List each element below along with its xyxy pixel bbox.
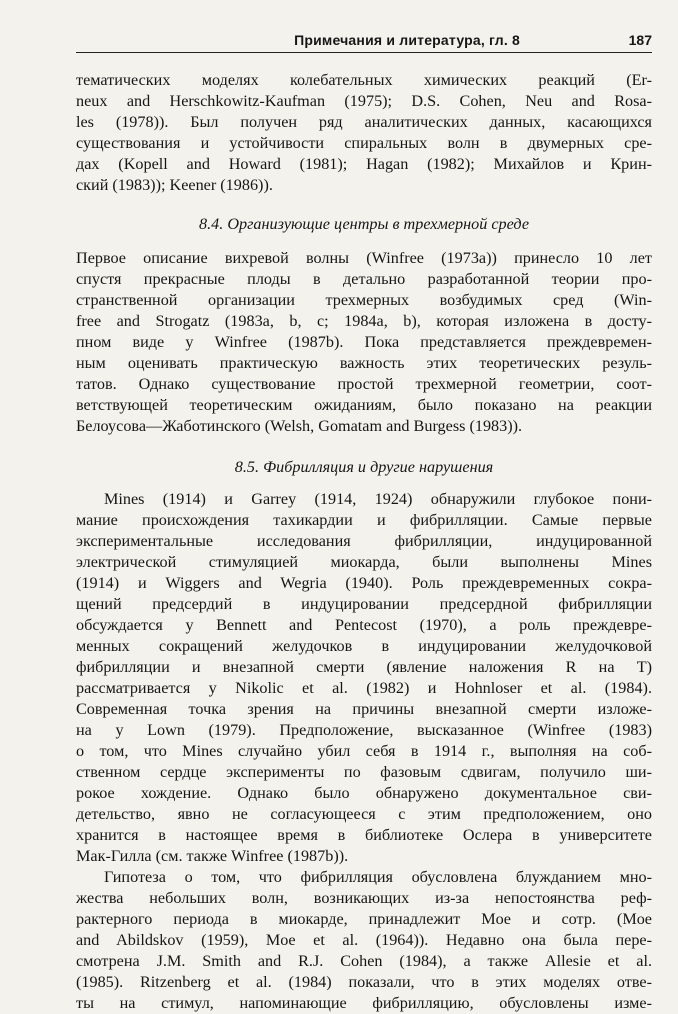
text-line: Гипотеза о том, что фибрилляция обусловлена блужданием мно- bbox=[104, 868, 652, 886]
section-8-5-paragraph-1 bbox=[76, 489, 652, 867]
text-line: ский (1983)); Keener (1986)). bbox=[76, 176, 273, 194]
text-line: о том, что Mines случайно убил себя в 1914 г., выполняя на соб- bbox=[76, 742, 652, 760]
text-line: хранится в настоящее время в библиотеке Ослера в университете bbox=[76, 826, 652, 844]
text-line: Белоусова—Жаботинского (Welsh, Gomatam and Burgess (1983)). bbox=[76, 417, 523, 435]
text-line: мание происхождения тахикардии и фибрилляции. Самые первые bbox=[76, 511, 652, 529]
section-heading-8-5: 8.5. Фибрилляция и другие нарушения bbox=[234, 458, 494, 476]
text-line: пном виде у Winfree (1987b). Пока представляется преждевремен- bbox=[76, 333, 652, 351]
text-line: электрической стимуляцией миокарда, были выполнены Mines bbox=[76, 553, 652, 571]
section-8-5-paragraph-2 bbox=[76, 867, 652, 1014]
text-line: Современная точка зрения на причины внезапной смерти изложе- bbox=[76, 700, 652, 718]
text-line: Мак-Гилла (см. также Winfree (1987b)). bbox=[76, 847, 349, 865]
text-line: neux and Herschkowitz-Kaufman (1975); D.S. Cohen, Neu and Rosa- bbox=[76, 92, 652, 110]
page-number: 187 bbox=[628, 32, 652, 48]
text-line: Mines (1914) и Garrey (1914, 1924) обнаружили глубокое пони- bbox=[104, 490, 652, 508]
text-line: менных сокращений желудочков в индуцировании желудочковой bbox=[76, 637, 652, 655]
text-line: рассматривается у Nikolic et al. (1982) и Hohnloser et al. (1984). bbox=[76, 679, 652, 697]
text-line: free and Strogatz (1983a, b, c; 1984a, b), которая изложена в досту- bbox=[76, 312, 652, 330]
text-line: ственном сердце эксперименты по фазовым сдвигам, получило ши- bbox=[76, 763, 652, 781]
text-line: татов. Однако существование простой трехмерной геометрии, соот- bbox=[76, 375, 652, 393]
text-line: тематических моделях колебательных химических реакций (Er- bbox=[76, 71, 652, 89]
text-line: жества небольших волн, возникающих из-за непостоянства реф- bbox=[76, 889, 652, 907]
book-page bbox=[76, 30, 652, 1014]
text-line: рокое хождение. Однако было обнаружено документальное сви- bbox=[76, 784, 652, 802]
text-line: детельство, явно не согласующееся с этим предположением, оно bbox=[76, 805, 652, 823]
text-line: les (1978)). Был получен ряд аналитических данных, касающихся bbox=[76, 113, 652, 131]
running-header bbox=[76, 30, 652, 53]
text-line: ветствующей теоретическим ожиданиям, было показано на реакции bbox=[76, 396, 652, 414]
text-line: (1985). Ritzenberg et al. (1984) показали, что в этих моделях отве- bbox=[76, 973, 652, 991]
text-line: ты на стимул, напоминающие фибрилляцию, обусловлены изме- bbox=[76, 994, 652, 1012]
text-line: странственной организации трехмерных возбудимых сред (Win- bbox=[76, 291, 652, 309]
section-heading-8-4: 8.4. Организующие центры в трехмерной среде bbox=[198, 215, 530, 233]
text-line: щений предсердий в индуцировании предсердной фибрилляции bbox=[76, 595, 652, 613]
text-line: and Abildskov (1959), Moe et al. (1964)). Недавно она была пере- bbox=[76, 931, 652, 949]
text-line: существования и устойчивости спиральных волн в двумерных сре- bbox=[76, 134, 652, 152]
text-line: (1914) и Wiggers and Wegria (1940). Роль преждевременных сокра- bbox=[76, 574, 652, 592]
running-title: Примечания и литература, гл. 8 bbox=[294, 32, 520, 48]
text-line: обсуждается у Bennett and Pentecost (1970), а роль преждевре- bbox=[76, 616, 652, 634]
text-line: экспериментальные исследования фибрилляции, индуцированной bbox=[76, 532, 652, 550]
text-line: дах (Kopell and Howard (1981); Hagan (1982); Михайлов и Крин- bbox=[76, 155, 652, 173]
text-line: смотрена J.M. Smith and R.J. Cohen (1984), а также Allesie et al. bbox=[76, 952, 652, 970]
text-line: ным оценивать практическую важность этих теоретических резуль- bbox=[76, 354, 652, 372]
section-8-4-paragraph bbox=[76, 248, 652, 437]
intro-paragraph bbox=[76, 70, 652, 196]
text-line: рактерного периода в миокарде, принадлежит Moe и сотр. (Moe bbox=[76, 910, 652, 928]
text-line: на у Lown (1979). Предположение, высказанное (Winfree (1983) bbox=[76, 721, 652, 739]
text-line: спустя прекрасные плоды в детально разработанной теории про- bbox=[76, 270, 652, 288]
text-line: фибрилляции и внезапной смерти (явление наложения R на T) bbox=[76, 658, 652, 676]
text-line: Первое описание вихревой волны (Winfree (1973a)) принесло 10 лет bbox=[76, 249, 652, 267]
